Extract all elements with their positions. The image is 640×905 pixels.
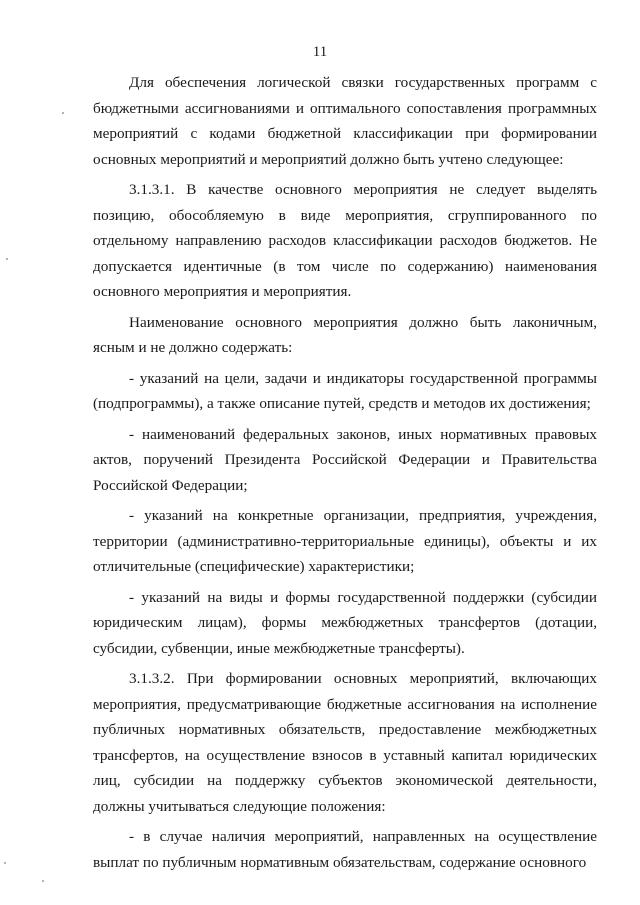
page-number: 11 bbox=[312, 44, 328, 60]
paragraph-name-requirements: Наименование основного мероприятия должно быть лаконичным, ясным и не должно содержать: bbox=[93, 313, 597, 356]
scan-speck bbox=[42, 880, 44, 882]
paragraph-3-1-3-2: 3.1.3.2. При формировании основных мероприятий, включающих мероприятия, предусматривающие бюджетные ассигнования на исполнение публичных нормативных обязательств, предоставление межбюджетных трансфертов, на осуществление взносов в уставный капитал юридических лиц, субсидии на поддержку субъектов экономической деятельности, должны учитываться следующие положения: bbox=[93, 670, 597, 815]
list-item-laws: - наименований федеральных законов, иных нормативных правовых актов, поручений Президента Российской Федерации и Правительства Российской Федерации; bbox=[93, 425, 597, 494]
list-item-support-forms: - указаний на виды и формы государственной поддержки (субсидии юридическим лицам), формы межбюджетных трансфертов (дотации, субсидии, субвенции, иные межбюджетные трансферты). bbox=[93, 588, 597, 657]
scan-speck bbox=[62, 112, 64, 114]
paragraph-3-1-3-1: 3.1.3.1. В качестве основного мероприятия не следует выделять позицию, обособляемую в виде мероприятия, сгруппированного по отдельному направлению расходов классификации расходов бюджетов. Не допускается идентичные (в том числе по содержанию) наименования основного мероприятия и мероприятия. bbox=[93, 181, 597, 300]
list-item-goals: - указаний на цели, задачи и индикаторы государственной программы (подпрограммы), а также описание путей, средств и методов их достижения; bbox=[93, 369, 597, 412]
paragraph-intro: Для обеспечения логической связки государственных программ с бюджетными ассигнованиями и оптимального сопоставления программных мероприятий с кодами бюджетной классификации при формировании основных мероприятий и мероприятий должно быть учтено следующее: bbox=[93, 74, 597, 168]
list-item-organizations: - указаний на конкретные организации, предприятия, учреждения, территории (административно-территориальные единицы), объекты и их отличительные (специфические) характеристики; bbox=[93, 507, 597, 575]
scan-speck bbox=[6, 258, 8, 260]
scan-speck bbox=[4, 862, 6, 864]
document-body bbox=[93, 70, 597, 875]
list-item-public-obligations: - в случае наличия мероприятий, направленных на осуществление выплат по публичным нормативным обязательствам, содержание основного bbox=[93, 828, 597, 871]
